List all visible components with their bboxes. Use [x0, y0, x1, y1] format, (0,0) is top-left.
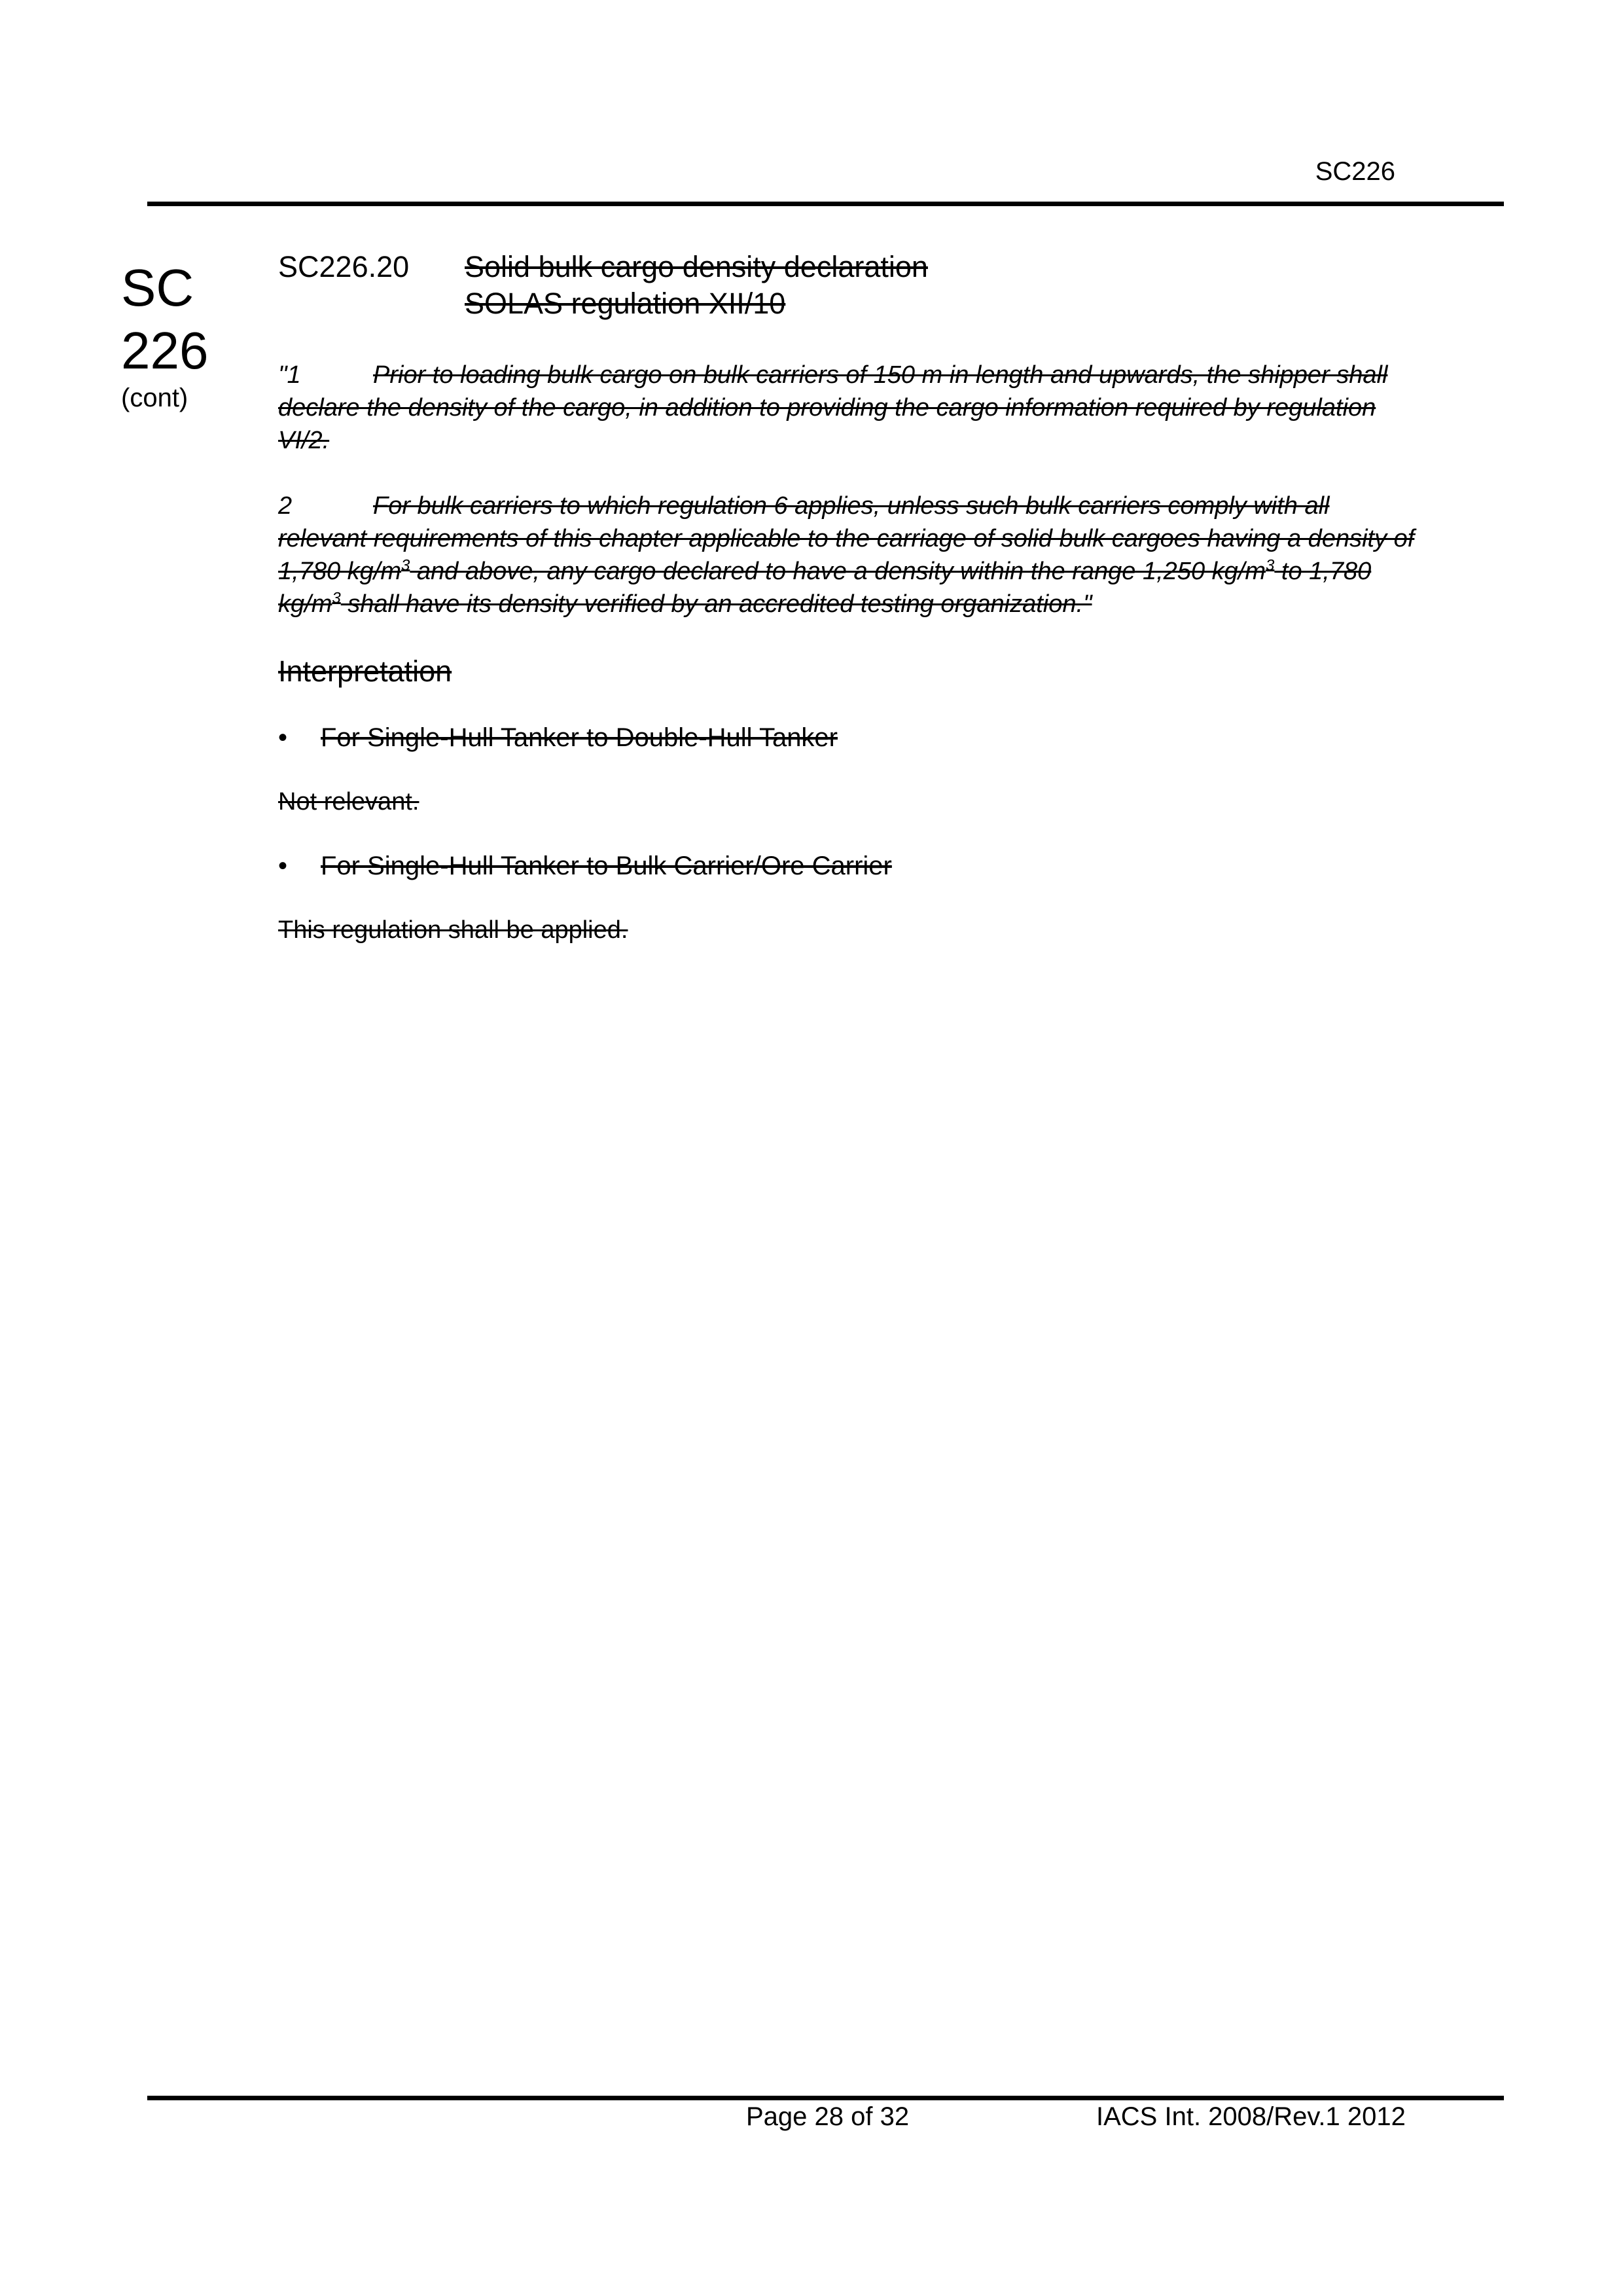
superscript-3: 3 — [401, 556, 410, 575]
interpretation-item-1-note: Not relevant. — [278, 788, 419, 816]
superscript-3: 3 — [332, 589, 341, 607]
footer-page-number: Page 28 of 32 — [746, 2102, 910, 2131]
footer-reference: IACS Int. 2008/Rev.1 2012 — [1096, 2102, 1406, 2131]
interpretation-item-1 — [278, 721, 1417, 754]
header-rule — [147, 202, 1504, 206]
side-code-line1: SC — [121, 259, 194, 317]
section-number: SC226.20 — [278, 250, 410, 283]
quote-paragraph-2 — [278, 490, 1417, 620]
section-title — [278, 249, 1417, 285]
side-code-line2: 226 — [121, 321, 209, 380]
quote-paragraph-2-text-a: For bulk carriers to which regulation 6 applies, unless such bulk carriers comply with all relevant requirements of this chapter applicable to the carriage of solid bulk cargoes having a density of 1,780 kg/m — [278, 492, 1415, 585]
interpretation-item-1-label: For Single-Hull Tanker to Double-Hull Tanker — [321, 723, 838, 752]
side-label — [121, 257, 208, 414]
main-content — [278, 249, 1417, 946]
quote-paragraph-2-text-b: and above, any cargo declared to have a density within the range 1,250 kg/m — [410, 558, 1266, 585]
superscript-3: 3 — [1265, 556, 1275, 575]
quote-paragraph-2-text-d: shall have its density verified by an accredited testing organization." — [340, 590, 1092, 618]
quote-paragraph-2-number: 2 — [278, 492, 293, 520]
interpretation-item-2-label: For Single-Hull Tanker to Bulk Carrier/Ore Carrier — [321, 852, 892, 880]
bullet-icon: • — [278, 723, 288, 752]
quote-paragraph-2-text-c: to 1,780 kg/m — [278, 558, 1372, 618]
header-document-code: SC226 — [1315, 157, 1395, 186]
interpretation-item-2 — [278, 850, 1417, 882]
footer-rule — [147, 2096, 1504, 2100]
side-cont-label: (cont) — [121, 384, 188, 412]
side-code — [121, 257, 208, 382]
section-subtitle: SOLAS regulation XII/10 — [465, 287, 786, 320]
interpretation-heading: Interpretation — [278, 655, 452, 688]
quote-paragraph-1 — [278, 359, 1417, 457]
section-title-text: Solid bulk cargo density declaration — [465, 250, 928, 283]
section-subtitle-line — [278, 285, 1417, 322]
quote-paragraph-1-text: Prior to loading bulk cargo on bulk carriers of 150 m in length and upwards, the shipper shall declare the density of the cargo, in addition to providing the cargo information required by regulation VI/2. — [278, 361, 1388, 454]
quote-paragraph-1-number: "1 — [278, 361, 301, 389]
bullet-icon: • — [278, 852, 288, 880]
interpretation-item-2-note: This regulation shall be applied. — [278, 916, 628, 944]
